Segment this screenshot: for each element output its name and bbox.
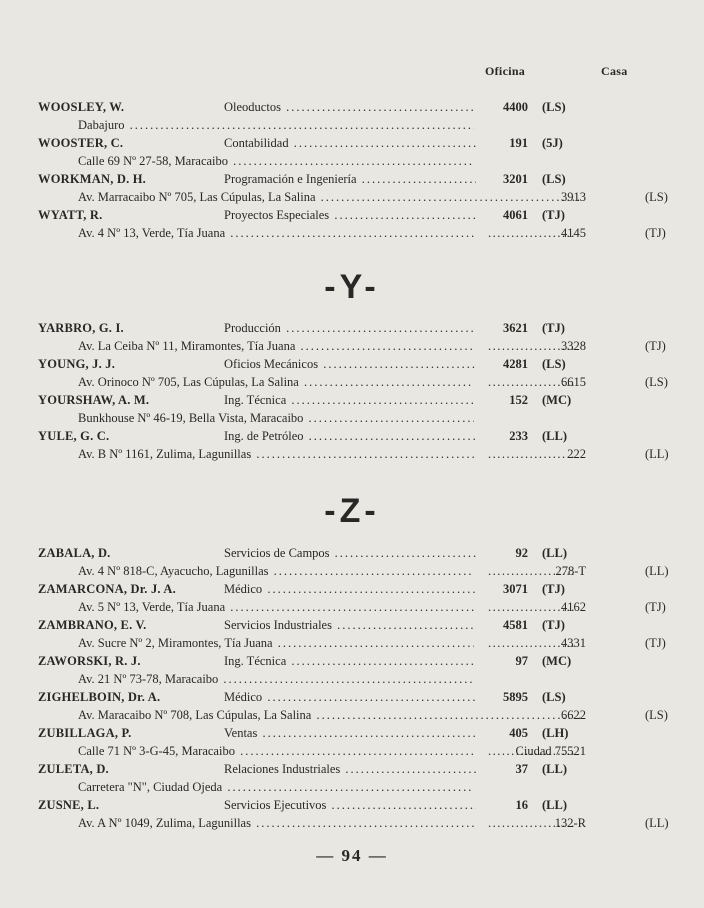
home-zone: (LS)	[645, 190, 668, 204]
home-phone: 6622	[561, 708, 586, 722]
entry-name-row	[0, 726, 704, 744]
entry-address-row	[0, 636, 704, 654]
entry-name-row	[0, 654, 704, 672]
entry-address-row	[0, 672, 704, 690]
office-extension: 233	[509, 429, 528, 443]
home-address: Carretera "N", Ciudad Ojeda .....	[78, 780, 474, 795]
home-phone: 4145	[561, 226, 586, 240]
office-zone: (LS)	[542, 690, 566, 704]
home-phone: 278-T	[555, 564, 586, 578]
office-zone: (5J)	[542, 136, 563, 150]
home-phone: 222	[567, 447, 586, 461]
office-zone: (TJ)	[542, 582, 565, 596]
home-zone: (TJ)	[645, 226, 666, 240]
home-address: Av. Maracaibo Nº 708, Las Cúpulas, La Salina .....	[78, 708, 582, 723]
entry-address-row	[0, 118, 704, 136]
entry-address-row	[0, 708, 704, 726]
department: Ventas .....	[224, 726, 476, 741]
employee-name: WOOSTER, C.	[38, 136, 124, 150]
employee-name: ZUSNE, L.	[38, 798, 100, 812]
home-phone: 3328	[561, 339, 586, 353]
office-zone: (TJ)	[542, 208, 565, 222]
office-zone: (LL)	[542, 546, 567, 560]
employee-name: ZIGHELBOIN, Dr. A.	[38, 690, 161, 704]
department: Producción .....	[224, 321, 476, 336]
office-extension: 191	[509, 136, 528, 150]
employee-name: ZABALA, D.	[38, 546, 111, 560]
employee-name: ZUBILLAGA, P.	[38, 726, 132, 740]
office-zone: (LL)	[542, 429, 567, 443]
home-phone: Ciudad 75521	[515, 744, 586, 758]
department: Médico .....	[224, 690, 476, 705]
home-phone: 3913	[561, 190, 586, 204]
entry-name-row	[0, 321, 704, 339]
department: Servicios de Campos .....	[224, 546, 476, 561]
office-extension: 92	[515, 546, 528, 560]
home-zone: (LL)	[645, 816, 669, 830]
employee-name: ZAMARCONA, Dr. J. A.	[38, 582, 176, 596]
entry-address-row	[0, 600, 704, 618]
office-zone: (TJ)	[542, 618, 565, 632]
employee-name: WORKMAN, D. H.	[38, 172, 147, 186]
department: Oleoductos .....	[224, 100, 476, 115]
office-extension: 4581	[503, 618, 528, 632]
office-zone: (LS)	[542, 100, 566, 114]
entry-name-row	[0, 618, 704, 636]
office-zone: (LL)	[542, 762, 567, 776]
home-zone: (TJ)	[645, 339, 666, 353]
section-y	[0, 321, 704, 465]
entry-name-row	[0, 172, 704, 190]
office-extension: 16	[515, 798, 528, 812]
employee-name: ZAWORSKI, R. J.	[38, 654, 141, 668]
leader-dots	[488, 447, 576, 462]
office-zone: (MC)	[542, 654, 572, 668]
department: Ing. Técnica .....	[224, 393, 476, 408]
entry-name-row	[0, 208, 704, 226]
entry-address-row	[0, 411, 704, 429]
home-address: Av. A Nº 1049, Zulima, Lagunillas .....	[78, 816, 474, 831]
office-zone: (TJ)	[542, 321, 565, 335]
entry-address-row	[0, 816, 704, 834]
employee-name: YARBRO, G. I.	[38, 321, 124, 335]
office-zone: (MC)	[542, 393, 572, 407]
department: Programación e Ingeniería .....	[224, 172, 476, 187]
office-zone: (LS)	[542, 357, 566, 371]
home-address: Bunkhouse Nº 46-19, Bella Vista, Maracaibo .....	[78, 411, 474, 426]
entry-name-row	[0, 798, 704, 816]
department: Proyectos Especiales .....	[224, 208, 476, 223]
section-letter-y: -Y-	[324, 268, 380, 306]
office-zone: (LH)	[542, 726, 569, 740]
home-zone: (LS)	[645, 708, 668, 722]
employee-name: YOURSHAW, A. M.	[38, 393, 150, 407]
entry-address-row	[0, 564, 704, 582]
home-phone: 6615	[561, 375, 586, 389]
home-address: Av. 4 Nº 13, Verde, Tía Juana .....	[78, 226, 474, 241]
home-zone: (TJ)	[645, 636, 666, 650]
office-extension: 5895	[503, 690, 528, 704]
department: Ing. Técnica .....	[224, 654, 476, 669]
department: Contabilidad .....	[224, 136, 476, 151]
department: Médico .....	[224, 582, 476, 597]
office-extension: 4400	[503, 100, 528, 114]
home-zone: (LL)	[645, 447, 669, 461]
header-oficina: Oficina	[485, 64, 526, 78]
entry-name-row	[0, 582, 704, 600]
home-phone: 132-R	[554, 816, 586, 830]
entry-name-row	[0, 136, 704, 154]
office-zone: (LL)	[542, 798, 567, 812]
department: Ing. de Petróleo .....	[224, 429, 476, 444]
entry-name-row	[0, 393, 704, 411]
home-address: Av. Orinoco Nº 705, Las Cúpulas, La Salina .....	[78, 375, 474, 390]
office-extension: 3621	[503, 321, 528, 335]
entry-address-row	[0, 226, 704, 244]
home-zone: (LL)	[645, 564, 669, 578]
employee-name: WOOSLEY, W.	[38, 100, 125, 114]
home-address: Av. 21 Nº 73-78, Maracaibo .....	[78, 672, 474, 687]
section-letter-z: -Z-	[324, 492, 380, 530]
entry-name-row	[0, 690, 704, 708]
page-number: — 94 —	[316, 846, 388, 865]
office-extension: 152	[509, 393, 528, 407]
employee-name: ZAMBRANO, E. V.	[38, 618, 147, 632]
office-extension: 405	[509, 726, 528, 740]
home-phone: 4331	[561, 636, 586, 650]
office-zone: (LS)	[542, 172, 566, 186]
employee-name: ZULETA, D.	[38, 762, 109, 776]
home-address: Av. 5 Nº 13, Verde, Tía Juana .....	[78, 600, 474, 615]
office-extension: 37	[515, 762, 528, 776]
entry-address-row	[0, 375, 704, 393]
home-address: Dabajuro .....	[78, 118, 474, 133]
department: Relaciones Industriales .....	[224, 762, 476, 777]
office-extension: 4061	[503, 208, 528, 222]
home-phone: 4162	[561, 600, 586, 614]
home-address: Av. 4 Nº 818-C, Ayacucho, Lagunillas .....	[78, 564, 474, 579]
home-address: Av. Sucre Nº 2, Miramontes, Tía Juana .....	[78, 636, 474, 651]
header-casa: Casa	[601, 64, 628, 78]
home-zone: (LS)	[645, 375, 668, 389]
entry-name-row	[0, 429, 704, 447]
entry-name-row	[0, 100, 704, 118]
department: Servicios Industriales .....	[224, 618, 476, 633]
home-address: Calle 69 Nº 27-58, Maracaibo .....	[78, 154, 474, 169]
entry-address-row	[0, 339, 704, 357]
employee-name: YOUNG, J. J.	[38, 357, 116, 371]
entry-address-row	[0, 154, 704, 172]
entry-name-row	[0, 762, 704, 780]
home-address: Av. La Ceiba Nº 11, Miramontes, Tía Juana .....	[78, 339, 474, 354]
office-extension: 4281	[503, 357, 528, 371]
department: Servicios Ejecutivos .....	[224, 798, 476, 813]
home-zone: (TJ)	[645, 600, 666, 614]
entry-address-row	[0, 447, 704, 465]
employee-name: YULE, G. C.	[38, 429, 110, 443]
office-extension: 3071	[503, 582, 528, 596]
entry-address-row	[0, 744, 704, 762]
department: Oficios Mecánicos .....	[224, 357, 476, 372]
entry-address-row	[0, 780, 704, 798]
home-address: Av. B Nº 1161, Zulima, Lagunillas .....	[78, 447, 474, 462]
entry-name-row	[0, 546, 704, 564]
home-address: Calle 71 Nº 3-G-45, Maracaibo .....	[78, 744, 474, 759]
section-w	[0, 100, 704, 244]
entry-address-row	[0, 190, 704, 208]
office-extension: 97	[515, 654, 528, 668]
office-extension: 3201	[503, 172, 528, 186]
home-address: Av. Marracaibo Nº 705, Las Cúpulas, La Salina .....	[78, 190, 582, 205]
employee-name: WYATT, R.	[38, 208, 103, 222]
entry-name-row	[0, 357, 704, 375]
section-z	[0, 546, 704, 834]
